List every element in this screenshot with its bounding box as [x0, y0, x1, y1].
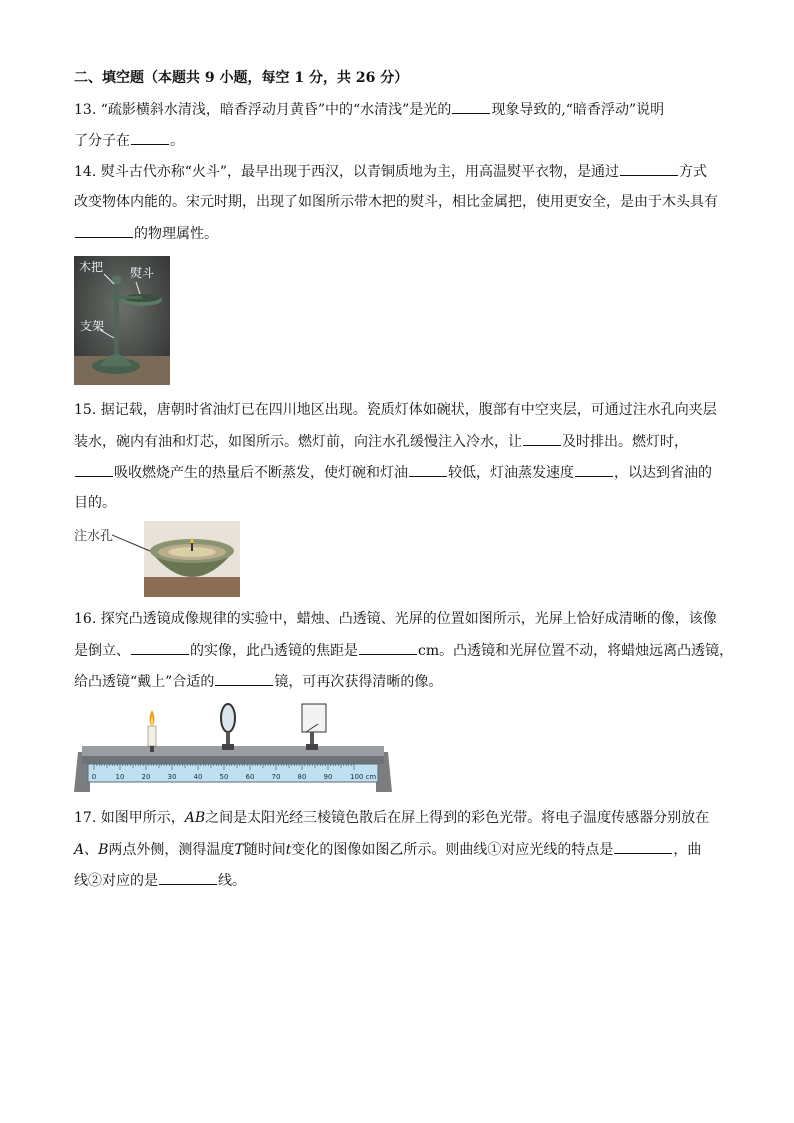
q13-text: 。	[170, 133, 184, 149]
section-title: 二、填空题（本题共 9 小题，每空 1 分，共 26 分）	[74, 70, 409, 86]
answer-blank[interactable]	[75, 462, 113, 477]
answer-blank[interactable]	[523, 431, 561, 446]
candle	[148, 726, 156, 746]
bench-scale	[88, 764, 378, 782]
answer-blank[interactable]	[75, 223, 133, 238]
ruler-tick-label: 80	[297, 773, 307, 781]
q17-text: 随时间	[243, 842, 286, 858]
q17-text: 、	[84, 842, 99, 858]
answer-blank[interactable]	[614, 839, 672, 854]
ruler-tick-label: 60	[245, 773, 255, 781]
q14-line1	[74, 161, 707, 182]
q13-text: 了分子在	[74, 133, 130, 149]
q15-text: 装水，碗内有油和灯芯，如图所示。燃灯前，向注水孔缓慢注入冷水，让	[74, 434, 522, 450]
q14-text: 14. 熨斗古代亦称“火斗”，最早出现于西汉，以青铜质地为主，用高温熨平衣物，是通过	[74, 164, 620, 180]
label-stand: 支架	[80, 319, 105, 333]
label-pointer-line	[112, 533, 152, 553]
q17-text: 之间是太阳光经三棱镜色散后在屏上得到的彩色光带。将电子温度传感器分别放在	[205, 810, 710, 826]
answer-blank[interactable]	[359, 640, 417, 655]
q17-line2	[74, 839, 701, 860]
label-iron: 熨斗	[130, 266, 155, 280]
q17-line3	[74, 870, 246, 891]
q15-line2	[74, 431, 688, 452]
answer-blank[interactable]	[159, 870, 217, 885]
q17-text: 两点外侧，测得温度	[108, 842, 235, 858]
q15-text: 较低，灯油蒸发速度	[448, 465, 574, 481]
optical-bench	[74, 700, 404, 796]
q17-var: B	[98, 842, 109, 858]
q14-line3	[74, 223, 218, 244]
q15-text: ，以达到省油的	[614, 465, 712, 481]
oil-lamp-photo	[144, 521, 240, 597]
q17-var: A	[74, 842, 85, 858]
answer-blank[interactable]	[620, 161, 678, 176]
q13-text: 现象导致的,“暗香浮动”说明	[491, 102, 665, 118]
q16-line1	[74, 609, 717, 629]
q16-text: cm。凸透镜和光屏位置不动，将蜡烛远离凸透镜，	[418, 643, 734, 659]
optical-bench-figure	[74, 700, 404, 796]
q15-text: 及时排出。燃灯时，	[562, 434, 688, 450]
answer-blank[interactable]	[131, 640, 189, 655]
ruler-tick-label: 0	[91, 773, 97, 781]
q17-text: ，曲	[673, 842, 702, 858]
ruler-tick-label: 30	[167, 773, 177, 781]
label-handle: 木把	[79, 260, 104, 274]
q15-line1	[74, 400, 717, 420]
answer-blank[interactable]	[452, 99, 490, 114]
ruler-tick-label: 100 cm	[350, 773, 377, 781]
ruler-tick-label: 20	[141, 773, 151, 781]
q15-text: 目的。	[74, 495, 116, 511]
q16-text: 16. 探究凸透镜成像规律的实验中，蜡烛、凸透镜、光屏的位置如图所示，光屏上恰好成清晰的像，该像	[74, 611, 717, 627]
q17-text: 变化的图像如图乙所示。则曲线①对应光线的特点是	[291, 842, 614, 858]
ruler-tick-label: 10	[115, 773, 125, 781]
q17-line1	[74, 808, 709, 828]
q14-line2	[74, 192, 718, 212]
q13-text: 13. “疏影横斜水清浅，暗香浮动月黄昏”中的“水清浅”是光的	[74, 102, 452, 118]
q13-line2	[74, 130, 184, 151]
ruler-tick-label: 90	[323, 773, 333, 781]
q13-line1	[74, 99, 664, 120]
q17-var: t	[285, 842, 292, 858]
q17-text: 线②对应的是	[74, 873, 158, 889]
answer-blank[interactable]	[575, 462, 613, 477]
q15-line4	[74, 493, 116, 513]
ruler-tick-label: 70	[271, 773, 281, 781]
iron-figure	[74, 256, 170, 385]
ruler-tick-label: 50	[219, 773, 229, 781]
q17-var: T	[234, 842, 244, 858]
q14-text: 的物理属性。	[134, 226, 218, 242]
answer-blank[interactable]	[131, 130, 169, 145]
q15-text: 吸收燃烧产生的热量后不断蒸发，使灯碗和灯油	[114, 465, 408, 481]
q17-text: 17. 如图甲所示，	[74, 810, 185, 826]
answer-blank[interactable]	[215, 671, 273, 686]
answer-blank[interactable]	[409, 462, 447, 477]
q16-line3	[74, 671, 442, 692]
q15-line3	[74, 462, 712, 483]
q17-text: 线。	[218, 873, 246, 889]
q16-text: 的实像，此凸透镜的焦距是	[190, 643, 358, 659]
q16-text: 给凸透镜“戴上”合适的	[74, 674, 215, 690]
oil-lamp-figure	[74, 521, 244, 599]
q16-text: 是倒立、	[74, 643, 130, 659]
q14-text: 方式	[679, 164, 708, 180]
q14-text: 改变物体内能的。宋元时期，出现了如图所示带木把的熨斗，相比金属把，使用更安全，是由于木头具有	[74, 194, 718, 210]
q16-line2	[74, 640, 733, 661]
label-water-hole: 注水孔	[74, 529, 114, 544]
light-screen	[302, 704, 326, 732]
ruler-tick-label: 40	[193, 773, 203, 781]
convex-lens	[221, 704, 235, 732]
q17-var: AB	[184, 810, 206, 826]
q15-text: 15. 据记载，唐朝时省油灯已在四川地区出现。瓷质灯体如碗状，腹部有中空夹层，可通过注水孔向夹层	[74, 402, 717, 418]
q16-text: 镜，可再次获得清晰的像。	[274, 674, 443, 690]
